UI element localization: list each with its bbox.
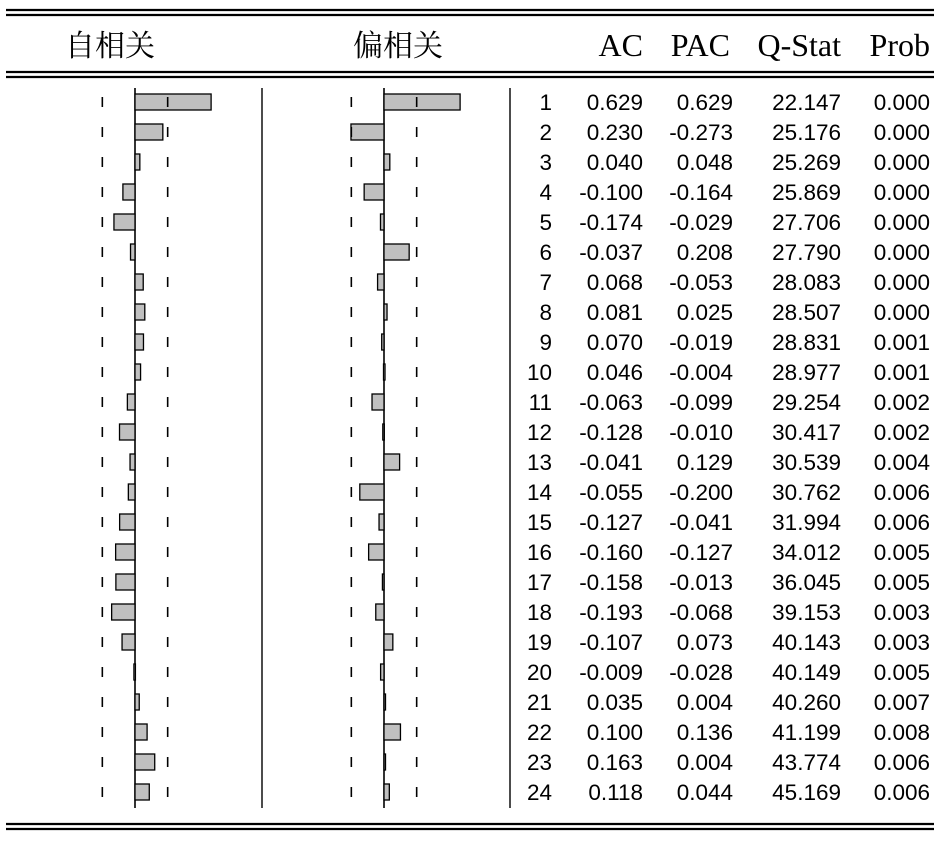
acf-bar bbox=[135, 304, 145, 320]
pac-cell: 0.208 bbox=[676, 240, 733, 265]
pac-cell: 0.048 bbox=[676, 150, 733, 175]
ac-cell: -0.158 bbox=[579, 570, 643, 595]
lag-cell: 14 bbox=[526, 480, 552, 505]
acf-bar bbox=[135, 124, 163, 140]
pacf-bar bbox=[384, 784, 389, 800]
pacf-bar bbox=[384, 694, 386, 710]
bars-layer bbox=[112, 94, 460, 800]
pac-cell: 0.044 bbox=[676, 780, 733, 805]
pacf-bar bbox=[384, 724, 400, 740]
qstat-cell: 25.869 bbox=[772, 180, 841, 205]
pacf-bar bbox=[379, 514, 384, 530]
pacf-bar bbox=[376, 604, 384, 620]
pac-cell: -0.127 bbox=[669, 540, 733, 565]
table-rows bbox=[527, 90, 930, 805]
ac-cell: 0.100 bbox=[586, 720, 643, 745]
qstat-cell: 30.417 bbox=[772, 420, 841, 445]
pacf-bar bbox=[382, 334, 384, 350]
prob-cell: 0.000 bbox=[873, 180, 930, 205]
acf-bar bbox=[123, 184, 135, 200]
prob-cell: 0.003 bbox=[873, 600, 930, 625]
header-prob: Prob bbox=[869, 27, 930, 63]
ac-cell: -0.107 bbox=[579, 630, 643, 655]
pacf-bar bbox=[384, 634, 393, 650]
qstat-cell: 40.149 bbox=[772, 660, 841, 685]
ac-cell: -0.128 bbox=[579, 420, 643, 445]
ac-cell: -0.037 bbox=[579, 240, 643, 265]
prob-cell: 0.006 bbox=[873, 480, 930, 505]
lag-cell: 5 bbox=[539, 210, 552, 235]
pacf-bar bbox=[384, 304, 387, 320]
pacf-bar bbox=[384, 244, 409, 260]
pacf-bar bbox=[369, 544, 384, 560]
qstat-cell: 43.774 bbox=[772, 750, 841, 775]
acf-bar bbox=[135, 694, 139, 710]
pac-cell: -0.013 bbox=[669, 570, 733, 595]
pacf-bar bbox=[360, 484, 384, 500]
prob-cell: 0.000 bbox=[873, 150, 930, 175]
acf-bar bbox=[127, 394, 135, 410]
acf-bar bbox=[116, 544, 135, 560]
prob-cell: 0.000 bbox=[873, 90, 930, 115]
pacf-bar bbox=[351, 124, 384, 140]
lag-cell: 9 bbox=[539, 330, 552, 355]
pac-cell: -0.010 bbox=[669, 420, 733, 445]
pacf-bar bbox=[382, 574, 384, 590]
pac-cell: -0.273 bbox=[669, 120, 733, 145]
prob-cell: 0.003 bbox=[873, 630, 930, 655]
qstat-cell: 31.994 bbox=[772, 510, 841, 535]
qstat-cell: 29.254 bbox=[772, 390, 841, 415]
ac-cell: 0.040 bbox=[586, 150, 643, 175]
acf-bar bbox=[135, 724, 147, 740]
prob-cell: 0.002 bbox=[873, 420, 930, 445]
qstat-cell: 28.507 bbox=[772, 300, 841, 325]
pac-cell: 0.004 bbox=[676, 750, 733, 775]
prob-cell: 0.000 bbox=[873, 120, 930, 145]
qstat-cell: 41.199 bbox=[772, 720, 841, 745]
ac-cell: 0.081 bbox=[586, 300, 643, 325]
qstat-cell: 27.706 bbox=[772, 210, 841, 235]
qstat-cell: 28.083 bbox=[772, 270, 841, 295]
acf-bar bbox=[135, 334, 143, 350]
pac-cell: -0.019 bbox=[669, 330, 733, 355]
ac-cell: 0.035 bbox=[586, 690, 643, 715]
prob-cell: 0.000 bbox=[873, 240, 930, 265]
prob-cell: 0.002 bbox=[873, 390, 930, 415]
acf-bar bbox=[131, 244, 135, 260]
acf-bar bbox=[114, 214, 135, 230]
pac-cell: -0.164 bbox=[669, 180, 733, 205]
prob-cell: 0.006 bbox=[873, 510, 930, 535]
acf-bar bbox=[135, 274, 143, 290]
pac-cell: 0.129 bbox=[676, 450, 733, 475]
pac-cell: 0.136 bbox=[676, 720, 733, 745]
ac-cell: 0.068 bbox=[586, 270, 643, 295]
lag-cell: 15 bbox=[526, 510, 552, 535]
acf-bar bbox=[130, 454, 135, 470]
qstat-cell: 25.176 bbox=[772, 120, 841, 145]
lag-cell: 13 bbox=[526, 450, 552, 475]
pac-cell: 0.004 bbox=[676, 690, 733, 715]
prob-cell: 0.001 bbox=[873, 330, 930, 355]
ac-cell: 0.046 bbox=[586, 360, 643, 385]
pac-cell: -0.041 bbox=[669, 510, 733, 535]
ac-cell: -0.193 bbox=[579, 600, 643, 625]
qstat-cell: 39.153 bbox=[772, 600, 841, 625]
lag-cell: 16 bbox=[526, 540, 552, 565]
lag-cell: 22 bbox=[526, 720, 552, 745]
prob-cell: 0.005 bbox=[873, 570, 930, 595]
pacf-bar bbox=[384, 454, 400, 470]
pac-cell: -0.099 bbox=[669, 390, 733, 415]
acf-bar bbox=[135, 364, 141, 380]
lag-cell: 20 bbox=[526, 660, 552, 685]
prob-cell: 0.005 bbox=[873, 660, 930, 685]
pac-cell: -0.200 bbox=[669, 480, 733, 505]
prob-cell: 0.006 bbox=[873, 780, 930, 805]
acf-bar bbox=[122, 634, 135, 650]
pac-cell: -0.028 bbox=[669, 660, 733, 685]
acf-bar bbox=[134, 664, 136, 680]
lag-cell: 24 bbox=[526, 780, 552, 805]
pacf-bar bbox=[381, 664, 384, 680]
acf-bar bbox=[135, 154, 140, 170]
acf-bar bbox=[128, 484, 135, 500]
lag-cell: 3 bbox=[539, 150, 552, 175]
pac-cell: 0.629 bbox=[676, 90, 733, 115]
lag-cell: 21 bbox=[526, 690, 552, 715]
ac-cell: 0.230 bbox=[586, 120, 643, 145]
acf-bar bbox=[112, 604, 135, 620]
header-qstat: Q-Stat bbox=[757, 27, 841, 63]
pac-cell: -0.029 bbox=[669, 210, 733, 235]
acf-bar bbox=[135, 94, 211, 110]
prob-cell: 0.007 bbox=[873, 690, 930, 715]
prob-cell: 0.008 bbox=[873, 720, 930, 745]
lag-cell: 17 bbox=[526, 570, 552, 595]
lag-cell: 23 bbox=[526, 750, 552, 775]
lag-cell: 10 bbox=[526, 360, 552, 385]
qstat-cell: 28.831 bbox=[772, 330, 841, 355]
lag-cell: 4 bbox=[539, 180, 552, 205]
ac-cell: 0.163 bbox=[586, 750, 643, 775]
ac-cell: -0.174 bbox=[579, 210, 643, 235]
qstat-cell: 25.269 bbox=[772, 150, 841, 175]
pacf-bar bbox=[384, 364, 386, 380]
prob-cell: 0.006 bbox=[873, 750, 930, 775]
qstat-cell: 40.260 bbox=[772, 690, 841, 715]
confidence-bands bbox=[102, 97, 416, 797]
pacf-bar bbox=[383, 424, 385, 440]
lag-cell: 18 bbox=[526, 600, 552, 625]
lag-cell: 12 bbox=[526, 420, 552, 445]
pac-cell: 0.073 bbox=[676, 630, 733, 655]
qstat-cell: 30.539 bbox=[772, 450, 841, 475]
pacf-bar bbox=[364, 184, 384, 200]
qstat-cell: 40.143 bbox=[772, 630, 841, 655]
acf-bar bbox=[120, 424, 135, 440]
lag-cell: 19 bbox=[526, 630, 552, 655]
pac-cell: -0.004 bbox=[669, 360, 733, 385]
prob-cell: 0.004 bbox=[873, 450, 930, 475]
ac-cell: 0.629 bbox=[586, 90, 643, 115]
pacf-bar bbox=[384, 94, 460, 110]
lag-cell: 1 bbox=[539, 90, 552, 115]
ac-cell: -0.160 bbox=[579, 540, 643, 565]
lag-cell: 11 bbox=[528, 390, 552, 415]
prob-cell: 0.005 bbox=[873, 540, 930, 565]
pacf-bar bbox=[384, 754, 386, 770]
qstat-cell: 22.147 bbox=[772, 90, 841, 115]
prob-cell: 0.000 bbox=[873, 210, 930, 235]
ac-cell: 0.070 bbox=[586, 330, 643, 355]
ac-cell: -0.041 bbox=[579, 450, 643, 475]
qstat-cell: 45.169 bbox=[772, 780, 841, 805]
pac-cell: 0.025 bbox=[676, 300, 733, 325]
lag-cell: 2 bbox=[539, 120, 552, 145]
qstat-cell: 28.977 bbox=[772, 360, 841, 385]
ac-cell: -0.127 bbox=[579, 510, 643, 535]
header-pacf: 偏相关 bbox=[353, 29, 443, 64]
qstat-cell: 30.762 bbox=[772, 480, 841, 505]
lag-cell: 8 bbox=[539, 300, 552, 325]
ac-cell: -0.009 bbox=[579, 660, 643, 685]
pacf-bar bbox=[384, 154, 390, 170]
acf-bar bbox=[120, 514, 135, 530]
pac-cell: -0.053 bbox=[669, 270, 733, 295]
ac-cell: 0.118 bbox=[588, 780, 643, 805]
prob-cell: 0.000 bbox=[873, 300, 930, 325]
qstat-cell: 34.012 bbox=[772, 540, 841, 565]
header-pac: PAC bbox=[670, 27, 730, 63]
qstat-cell: 27.790 bbox=[772, 240, 841, 265]
pac-cell: -0.068 bbox=[669, 600, 733, 625]
pacf-bar bbox=[378, 274, 384, 290]
lag-cell: 6 bbox=[539, 240, 552, 265]
lag-cell: 7 bbox=[539, 270, 552, 295]
header-ac: AC bbox=[598, 27, 643, 63]
pacf-bar bbox=[372, 394, 384, 410]
header-acf: 自相关 bbox=[65, 29, 155, 64]
ac-cell: -0.100 bbox=[579, 180, 643, 205]
qstat-cell: 36.045 bbox=[772, 570, 841, 595]
ac-cell: -0.055 bbox=[579, 480, 643, 505]
pacf-bar bbox=[380, 214, 384, 230]
acf-bar bbox=[135, 784, 149, 800]
acf-bar bbox=[116, 574, 135, 590]
ac-cell: -0.063 bbox=[579, 390, 643, 415]
prob-cell: 0.001 bbox=[873, 360, 930, 385]
prob-cell: 0.000 bbox=[873, 270, 930, 295]
acf-bar bbox=[135, 754, 155, 770]
